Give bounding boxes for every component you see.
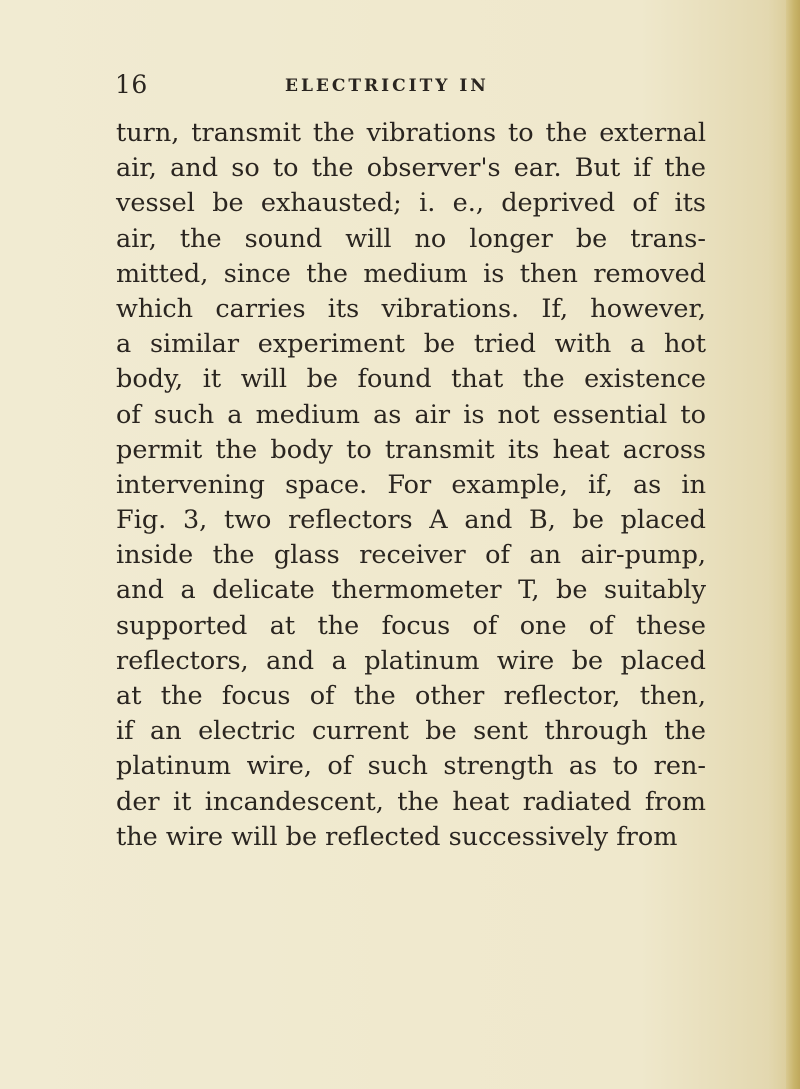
text-line: platinum wire, of such strength as to ren- — [116, 751, 706, 782]
page-edge — [786, 0, 800, 1089]
text-line: permit the body to transmit its heat across — [116, 434, 706, 465]
text-line: der it incandescent, the heat radiated from — [116, 786, 706, 817]
text-line: and a delicate thermometer T, be suitably — [116, 575, 706, 606]
running-head — [115, 70, 700, 104]
running-title: ELECTRICITY IN — [285, 76, 489, 96]
text-line: a similar experiment be tried with a hot — [116, 329, 706, 360]
text-line: vessel be exhausted; i. e., deprived of its — [116, 188, 706, 219]
text-line: body, it will be found that the existence — [116, 364, 706, 395]
text-line: turn, transmit the vibrations to the external — [116, 118, 706, 148]
text-line: Fig. 3, two reflectors A and B, be placed — [116, 505, 706, 536]
text-line: reflectors, and a platinum wire be placed — [116, 645, 706, 676]
text-line: if an electric current be sent through the — [116, 716, 706, 747]
text-line: which carries its vibrations. If, however, — [116, 293, 706, 324]
text-line: intervening space. For example, if, as in — [116, 469, 706, 500]
text-line: at the focus of the other reflector, then, — [116, 681, 706, 711]
text-line: the wire will be reflected successively from — [116, 821, 678, 852]
text-line: supported at the focus of one of these — [116, 610, 706, 641]
body-text — [116, 116, 706, 855]
text-line: mitted, since the medium is then removed — [116, 258, 706, 289]
text-line: inside the glass receiver of an air-pump, — [116, 540, 706, 571]
text-line: air, and so to the observer's ear. But if the — [116, 153, 706, 184]
page-number: 16 — [115, 70, 148, 99]
text-line: air, the sound will no longer be trans- — [116, 223, 706, 254]
text-line: of such a medium as air is not essential to — [116, 399, 706, 430]
